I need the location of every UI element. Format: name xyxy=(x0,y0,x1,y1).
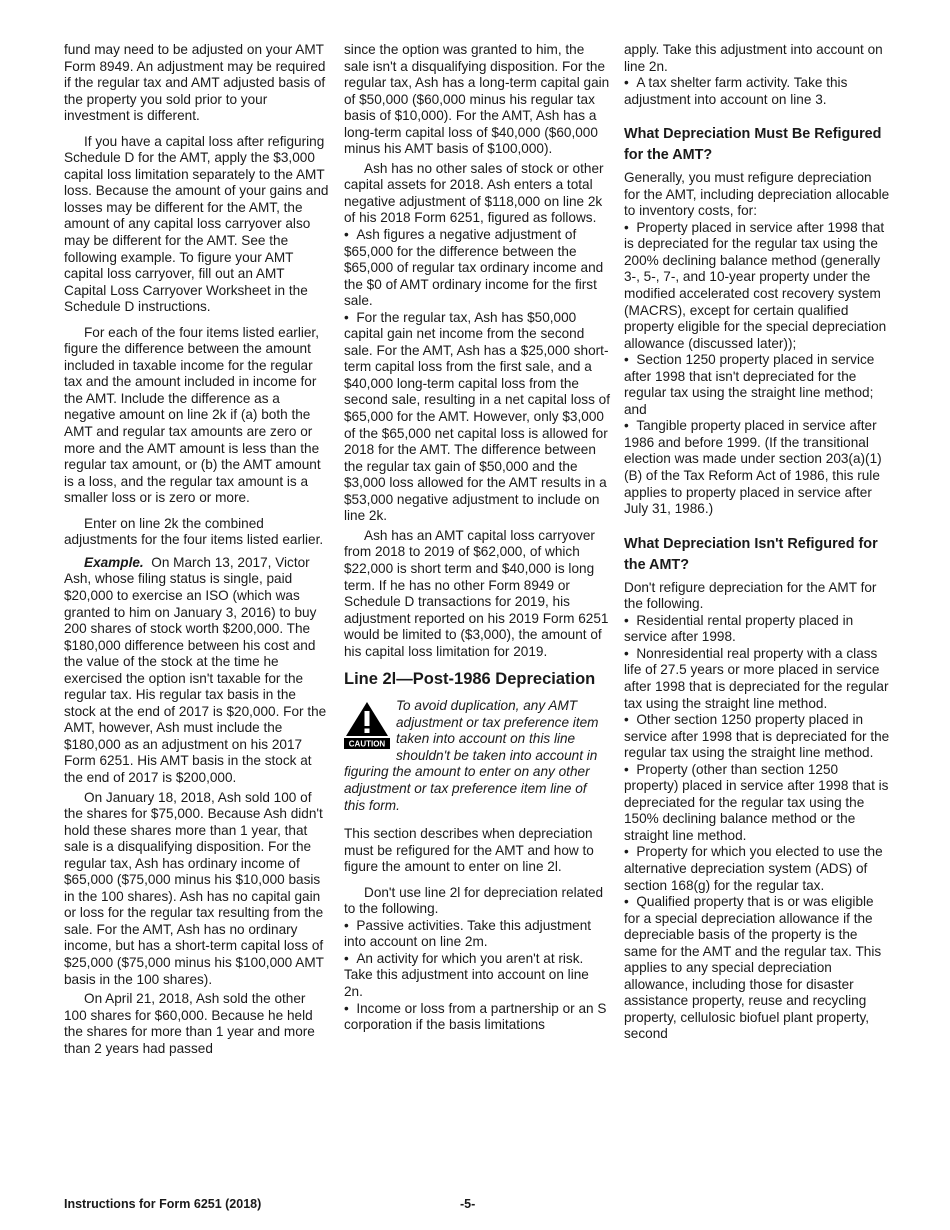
column-1 xyxy=(64,42,330,1057)
bullet-item: • Section 1250 property placed in service after 1998 that isn't depreciated for the regular tax using the straight line method; and xyxy=(624,352,890,418)
paragraph: Enter on line 2k the combined adjustments for the four items listed earlier. xyxy=(64,515,324,548)
paragraph: On April 21, 2018, Ash sold the other 100 shares for $60,000. Because he held the shares for more than 1 year and more than 2 years had passed xyxy=(64,991,315,1056)
bullet-item: • Qualified property that is or was eligible for a special depreciation allowance if the depreciable basis of the property is the same for the AMT and the regular tax. This applies to any special depreciation allowance, including those for disaster assistance property, reuse and recycling property, cellulosic biofuel plant property, second xyxy=(624,894,890,1043)
bullet-item: • Property (other than section 1250 property) placed in service after 1998 that is depreciated for the regular tax using the 150% declining balance method or the straight line method. xyxy=(624,762,890,845)
paragraph: Don't refigure depreciation for the AMT for the following. xyxy=(624,579,877,612)
bullet-item: • Ash figures a negative adjustment of $65,000 for the difference between the $65,000 of regular tax ordinary income and the $0 of AMT ordinary income for the first sale. xyxy=(344,227,610,310)
bullet-item: • Property placed in service after 1998 that is depreciated for the regular tax using the 200% declining balance method (generally 3-, 5-, 7-, and 10-year property under the modified accelerated cost recovery system (MACRS), except for certain qualified property eligible for the special depreciation allowance (discussed later)); xyxy=(624,220,890,352)
paragraph: Ash has no other sales of stock or other capital assets for 2018. Ash enters a total negative adjustment of $118,000 on line 2k of his 2018 Form 6251, figured as follows. xyxy=(344,160,604,226)
caution-icon xyxy=(344,700,390,750)
paragraph: since the option was granted to him, the sale isn't a disqualifying disposition. For the regular tax, Ash has a long-term capital gain of $50,000 ($60,000 minus his regular tax basis of $10,000). For the AMT, Ash has a long-term capital loss of $40,000 ($60,000 minus his AMT basis of $100,000). xyxy=(344,42,610,157)
footer-form-title: Instructions for Form 6251 (2018) xyxy=(64,1197,262,1211)
section-heading: Line 2l—Post-1986 Depreciation xyxy=(344,670,596,689)
column-3 xyxy=(624,42,890,1043)
bullet-item: • Property for which you elected to use the alternative depreciation system (ADS) of section 168(g) for the regular tax. xyxy=(624,844,890,894)
paragraph: Generally, you must refigure depreciation for the AMT, including depreciation allocable to inventory costs, for: xyxy=(624,170,890,219)
bullet-item: • Tangible property placed in service after 1986 and before 1999. (If the transitional election was made under section 203(a)(1)(B) of the Tax Reform Act of 1986, this rule applies to property placed in service after July 31, 1986.) xyxy=(624,418,890,517)
page-number: -5- xyxy=(460,1197,476,1211)
paragraph: Don't use line 2l for depreciation related to the following. xyxy=(344,884,604,917)
paragraph: Ash has an AMT capital loss carryover from 2018 to 2019 of $62,000, of which $22,000 is short term and $40,000 is long term. If he has no other Form 8949 or Schedule D transactions for 2019, his adjustment reported on his 2019 Form 6251 would be limited to ($3,000), the amount of his capital loss limitation for 2019. xyxy=(344,527,609,659)
example-label: Example. xyxy=(84,554,144,570)
paragraph: For each of the four items listed earlier, figure the difference between the amount included in taxable income for the regular tax and the amount included in income for the AMT. Include the difference as a negative amount on line 2k if (a) both the AMT and regular tax amounts are zero or more and the AMT amount is less than the regular tax amount, or (b) the AMT amount is a loss, and the regular tax amount is a smaller loss or is zero or more. xyxy=(64,324,321,506)
paragraph: fund may need to be adjusted on your AMT Form 8949. An adjustment may be required if the regular tax and AMT adjusted basis of the property you sold prior to your investment is different. xyxy=(64,42,326,124)
example-text: On March 13, 2017, Victor Ash, whose filing status is single, paid $20,000 to exercise an ISO (which was granted to him on January 3, 2016) to buy 200 shares of stock worth $200,000. The $180,000 difference between his cost and the value of the stock at the time he exercised the option isn't taxable for the regular tax. His regular tax basis in the stock at the end of 2017 is $20,000. For the AMT, however, Ash must include the $180,000 as an adjustment on his 2017 Form 6251. His AMT basis in the stock at the end of 2017 is $200,000. xyxy=(64,554,327,785)
bullet-item: • A tax shelter farm activity. Take this adjustment into account on line 3. xyxy=(624,75,890,108)
paragraph: On January 18, 2018, Ash sold 100 of the shares for $75,000. Because Ash didn't hold these shares more than 1 year, that sale is a disqualifying disposition. For the regular tax, Ash has ordinary income of $65,000 ($75,000 minus his $10,000 basis in the 100 shares). Ash has no capital gain or loss for the regular tax resulting from the sale. For the AMT, Ash has no ordinary income, but has a short-term capital loss of $25,000 ($75,000 minus his $100,000 AMT basis in the 100 shares). xyxy=(64,789,324,987)
bullet-item: • Residential rental property placed in service after 1998. xyxy=(624,613,890,646)
subheading: What Depreciation Must Be Refigured for the AMT? xyxy=(624,126,882,164)
paragraph: apply. Take this adjustment into account on line 2n. xyxy=(624,42,883,74)
paragraph: This section describes when depreciation must be refigured for the AMT and how to figure the amount to enter on line 2l. xyxy=(344,826,594,875)
bullet-item: • Income or loss from a partnership or an S corporation if the basis limitations xyxy=(344,1001,610,1034)
paragraph: If you have a capital loss after refiguring Schedule D for the AMT, apply the $3,000 capital loss limitation separately to the AMT loss. Because the amount of your gains and losses may be different for the AMT, the amount of any capital loss carryover also may be different for the AMT. See the following example. To figure your AMT capital loss carryover, fill out an AMT Capital Loss Carryover Worksheet in the Schedule D instructions. xyxy=(64,133,329,315)
column-2 xyxy=(344,42,610,1034)
subheading: What Depreciation Isn't Refigured for the AMT? xyxy=(624,535,878,573)
caution-text: To avoid duplication, any AMT adjustment or tax preference item taken into account on this line shouldn't be taken into account in figuring the amount to enter on any other adjustment or tax preference item line of this form. xyxy=(344,698,599,813)
bullet-item: • Nonresidential real property with a class life of 27.5 years or more placed in service after 1998 that is depreciated for the regular tax using the straight line method. xyxy=(624,646,890,712)
caution-label: CAUTION xyxy=(348,739,386,749)
bullet-item: • For the regular tax, Ash has $50,000 capital gain net income from the second sale. For the AMT, Ash has a $25,000 short-term capital loss from the first sale, and a $40,000 long-term capital loss from the second sale, resulting in a net capital loss of $65,000 for the AMT. However, only $3,000 of the $65,000 net capital loss is allowed for 2018 for the AMT. The difference between the regular tax gain of $50,000 and the $3,000 loss allowed for the AMT results in a $53,000 negative adjustment to include on line 2k. xyxy=(344,310,610,525)
caution-box xyxy=(344,698,610,814)
bullet-item: • Passive activities. Take this adjustment into account on line 2m. xyxy=(344,918,610,951)
bullet-item: • Other section 1250 property placed in service after 1998 that is depreciated for the regular tax using the straight line method. xyxy=(624,712,890,762)
bullet-item: • An activity for which you aren't at risk. Take this adjustment into account on line 2n. xyxy=(344,951,610,1001)
example-paragraph xyxy=(64,555,330,787)
